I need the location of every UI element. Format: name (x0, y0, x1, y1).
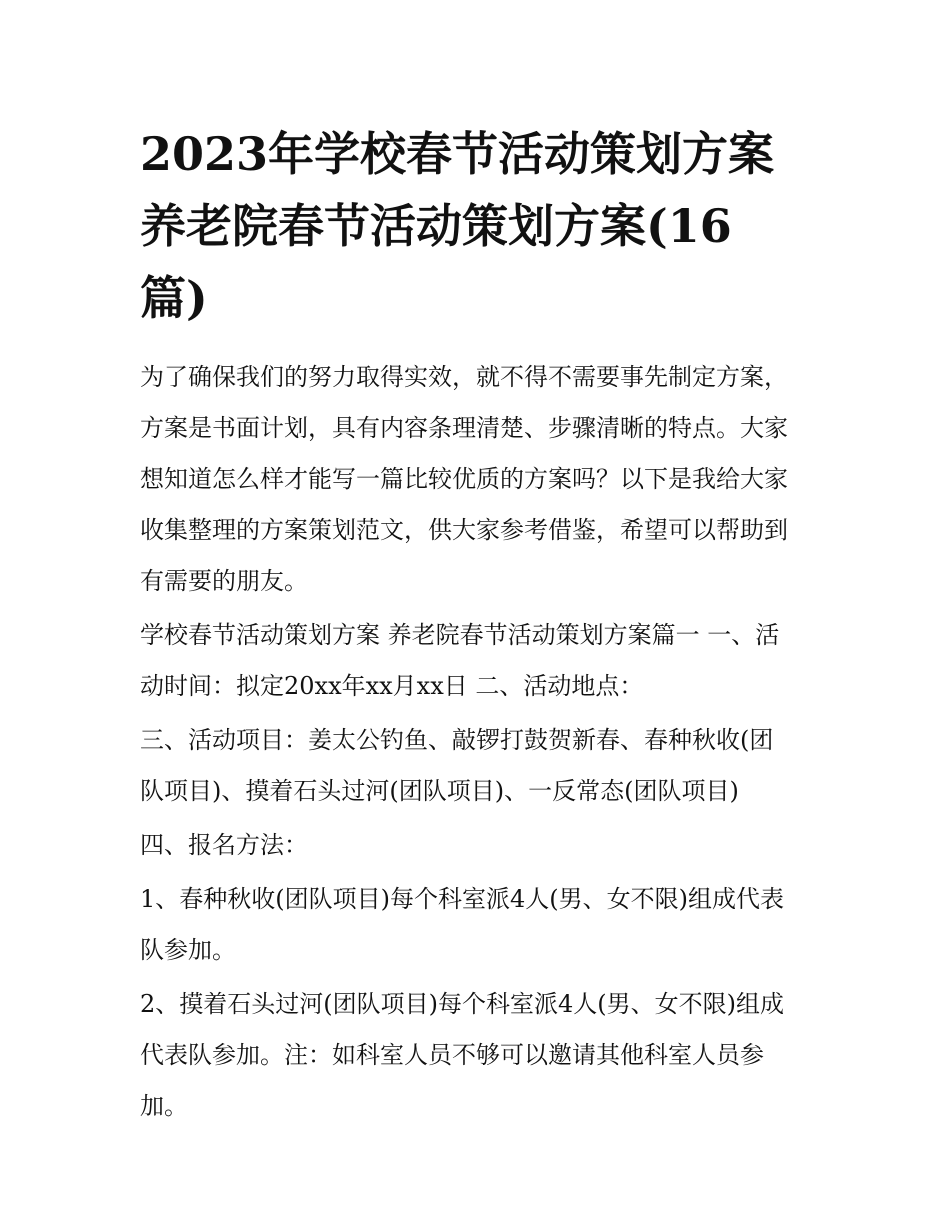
document-title (140, 118, 820, 334)
title-line: 养老院春节活动策划方案(16 (140, 199, 732, 253)
text-line: 四、报名方法： (140, 831, 308, 859)
text-line: 队项目)、摸着石头过河(团队项目)、一反常态(团队项目) (140, 777, 739, 805)
activity-time-paragraph (140, 610, 820, 712)
text-line: 方案是书面计划，具有内容条理清楚、步骤清晰的特点。大家 (140, 414, 788, 442)
intro-paragraph (140, 352, 820, 607)
text-line: 收集整理的方案策划范文，供大家参考借鉴，希望可以帮助到 (140, 516, 788, 544)
text-line: 1、春种秋收(团队项目)每个科室派4人(男、女不限)组成代表 (140, 885, 784, 913)
signup-item-2-paragraph (140, 979, 820, 1132)
signup-item-1-paragraph (140, 874, 820, 976)
text-line: 有需要的朋友。 (140, 567, 308, 595)
text-line: 代表队参加。注：如科室人员不够可以邀请其他科室人员参 (140, 1041, 764, 1069)
text-line: 为了确保我们的努力取得实效，就不得不需要事先制定方案， (140, 363, 788, 391)
title-line: 2023年学校春节活动策划方案 (140, 127, 775, 181)
text-line: 动时间：拟定20xx年xx月xx日 二、活动地点： (140, 672, 644, 700)
title-line: 篇) (140, 271, 208, 325)
text-line: 想知道怎么样才能写一篇比较优质的方案吗？以下是我给大家 (140, 465, 788, 493)
text-line: 学校春节活动策划方案 养老院春节活动策划方案篇一 一、活 (140, 621, 780, 649)
signup-heading-paragraph (140, 820, 820, 871)
activity-items-paragraph (140, 715, 820, 817)
text-line: 队参加。 (140, 936, 236, 964)
text-line: 加。 (140, 1092, 188, 1120)
text-line: 2、摸着石头过河(团队项目)每个科室派4人(男、女不限)组成 (140, 990, 784, 1018)
document-page (140, 118, 820, 1135)
text-line: 三、活动项目：姜太公钓鱼、敲锣打鼓贺新春、春种秋收(团 (140, 726, 774, 754)
